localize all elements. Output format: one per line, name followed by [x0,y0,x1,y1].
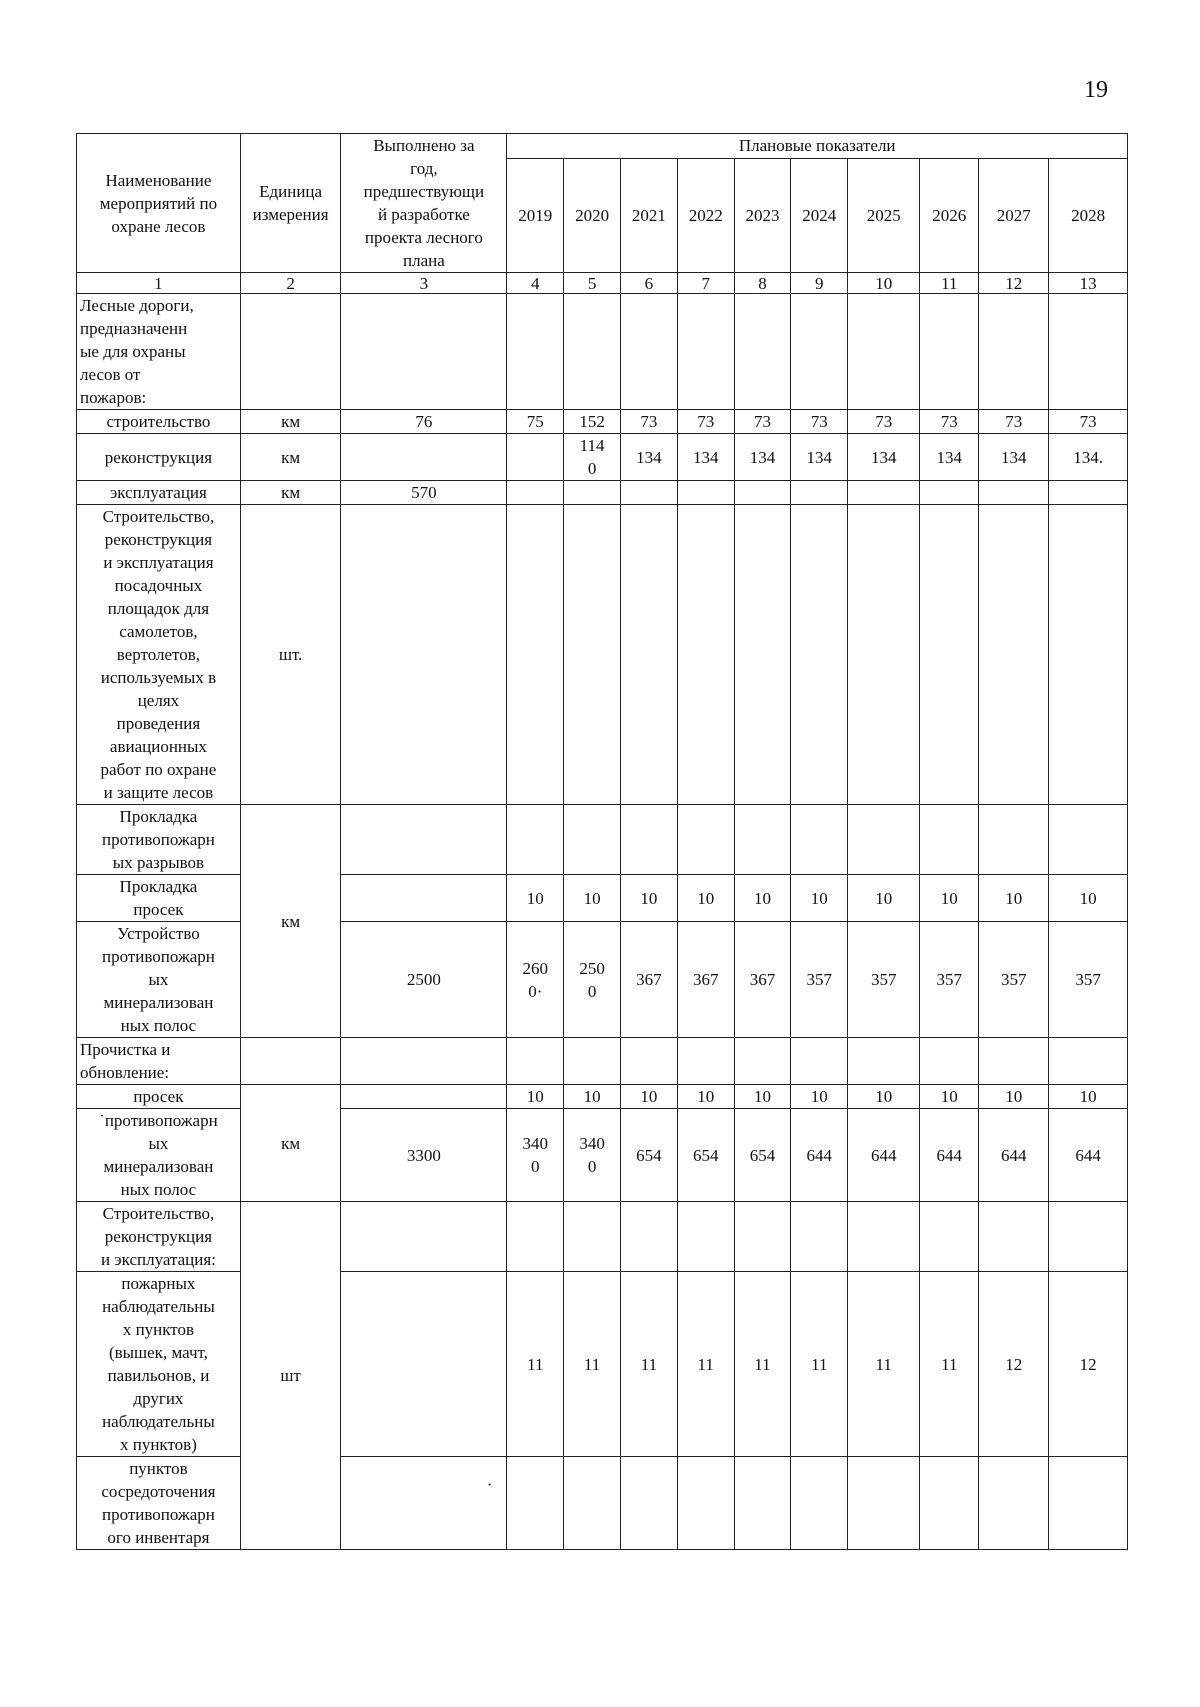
row-unit: км [240,805,341,1038]
header-year: 2024 [791,158,848,272]
value-cell [621,294,678,410]
value-cell [677,481,734,505]
value-cell: 644 [920,1109,979,1202]
row-done: 76 [341,410,507,434]
value-cell [677,294,734,410]
row-name [77,294,241,410]
value-cell [507,1038,564,1085]
value-text: 260 0· [522,958,549,1001]
value-cell: 11 [677,1272,734,1457]
header-year: 2019 [507,158,564,272]
value-text: 114 0 [579,436,605,478]
value-cell [979,1457,1049,1550]
value-cell: 10 [791,875,848,922]
column-number: 10 [848,273,920,294]
header-unit-text: Единица измерения [252,182,329,224]
value-cell [734,1457,791,1550]
page-number: 19 [1084,77,1108,103]
row-name-text: Устройство противопожарн ых минерализован ных полос [101,924,215,1035]
value-cell: 367 [734,922,791,1038]
row-name-text: Лесные дороги, предназначенн ые для охраны лесов от пожаров: [80,296,194,407]
row-name [77,875,241,922]
value-cell: 134 [920,434,979,481]
table-row [77,505,1128,805]
table-row [77,875,1128,922]
value-cell [791,505,848,805]
row-done: 570 [341,481,507,505]
value-cell: 10 [734,875,791,922]
row-name-text: ˙противопожарн ых минерализован ных полос [99,1111,218,1199]
value-cell [791,805,848,875]
value-cell [848,1202,920,1272]
value-cell: 73 [621,410,678,434]
row-name [77,481,241,505]
value-cell: 11 [920,1272,979,1457]
row-name-text: пожарных наблюдательны х пунктов (вышек, мачт, павильонов, и других наблюдательны х пунктов) [102,1274,215,1454]
row-name-text: Прокладка просек [119,877,198,919]
value-cell: 134 [677,434,734,481]
table-row [77,1272,1128,1457]
value-cell [734,481,791,505]
value-cell: 10 [1049,875,1128,922]
row-name-text: строительство [106,412,211,431]
value-cell [677,505,734,805]
row-done [341,1038,507,1085]
value-cell [507,805,564,875]
value-cell: 11 [848,1272,920,1457]
value-cell [677,805,734,875]
value-cell [791,1202,848,1272]
value-cell [979,505,1049,805]
value-cell [734,1202,791,1272]
value-cell [621,1457,678,1550]
table-row [77,481,1128,505]
column-number: 7 [677,273,734,294]
value-cell: 10 [734,1085,791,1109]
value-cell [791,1457,848,1550]
row-done [341,294,507,410]
value-cell: 357 [848,922,920,1038]
row-name-text: эксплуатация [110,483,207,502]
value-cell [848,505,920,805]
value-cell: 10 [1049,1085,1128,1109]
table-row [77,1457,1128,1550]
value-cell: 10 [677,1085,734,1109]
value-cell [920,505,979,805]
row-name [77,434,241,481]
row-unit [240,1038,341,1085]
row-name [77,1085,241,1109]
value-cell [1049,805,1128,875]
value-cell [507,434,564,481]
value-cell: 134 [621,434,678,481]
value-cell: 10 [677,875,734,922]
value-cell: 357 [1049,922,1128,1038]
value-cell [920,805,979,875]
value-cell [734,805,791,875]
row-unit: км [240,434,341,481]
value-cell [564,481,621,505]
value-cell [1049,481,1128,505]
value-cell [848,805,920,875]
row-unit: км [240,410,341,434]
value-cell [920,1457,979,1550]
row-name [77,1272,241,1457]
value-cell: 11 [507,1272,564,1457]
value-cell: 357 [920,922,979,1038]
column-number: 12 [979,273,1049,294]
value-cell: 134 [734,434,791,481]
header-done [341,134,507,273]
value-cell: 644 [791,1109,848,1202]
value-cell: 10 [848,1085,920,1109]
value-cell [979,1038,1049,1085]
value-cell [734,294,791,410]
table-row [77,434,1128,481]
value-cell: 75 [507,410,564,434]
column-number: 3 [341,273,507,294]
row-done: 3300 [341,1109,507,1202]
row-name [77,1457,241,1550]
value-cell [791,1038,848,1085]
value-cell [564,1038,621,1085]
value-cell [677,1457,734,1550]
value-cell [1049,1457,1128,1550]
header-year: 2025 [848,158,920,272]
column-number: 8 [734,273,791,294]
column-number: 1 [77,273,241,294]
value-cell [848,1038,920,1085]
row-done [341,505,507,805]
value-cell: 152 [564,410,621,434]
value-cell: 12 [979,1272,1049,1457]
row-name [77,805,241,875]
value-cell: 10 [564,875,621,922]
value-cell [979,294,1049,410]
value-cell [507,1109,564,1202]
table-row [77,1085,1128,1109]
row-unit: км [240,481,341,505]
header-year: 2026 [920,158,979,272]
value-cell [848,294,920,410]
row-name [77,410,241,434]
value-cell [848,481,920,505]
value-cell: 134. [1049,434,1128,481]
value-cell: 10 [920,875,979,922]
value-cell: 357 [791,922,848,1038]
value-cell [734,1038,791,1085]
value-cell: 134 [791,434,848,481]
value-cell [1049,505,1128,805]
value-cell [564,805,621,875]
value-cell: 644 [979,1109,1049,1202]
value-cell [564,1202,621,1272]
column-number: 9 [791,273,848,294]
value-cell: 134 [848,434,920,481]
value-cell [507,1457,564,1550]
value-cell: 11 [791,1272,848,1457]
value-cell [507,481,564,505]
table-row [77,805,1128,875]
row-done [341,1085,507,1109]
value-cell [920,294,979,410]
value-cell: 11 [564,1272,621,1457]
value-cell: 10 [791,1085,848,1109]
value-cell [564,505,621,805]
value-cell: 12 [1049,1272,1128,1457]
value-cell [621,481,678,505]
value-text: 340 0 [522,1134,549,1176]
value-cell: 654 [677,1109,734,1202]
value-cell [564,1109,621,1202]
value-cell [621,505,678,805]
value-cell: 10 [621,875,678,922]
value-cell: 73 [734,410,791,434]
header-year: 2022 [677,158,734,272]
header-year: 2028 [1049,158,1128,272]
row-name-text: просек [133,1087,184,1106]
row-done [341,1272,507,1457]
value-cell: 73 [1049,410,1128,434]
value-cell: 11 [621,1272,678,1457]
row-name-text: Строительство, реконструкция и эксплуатация посадочных площадок для самолетов, вертолетов, используемых в целях проведения авиационных работ по охране и защите лесов [100,507,217,802]
value-cell: 367 [621,922,678,1038]
row-name-text: Прокладка противопожарн ых разрывов [101,807,215,872]
value-cell [979,481,1049,505]
row-name [77,1109,241,1202]
value-cell: 73 [979,410,1049,434]
table-row [77,410,1128,434]
value-cell: 11 [734,1272,791,1457]
value-cell [507,1202,564,1272]
value-cell: 10 [564,1085,621,1109]
table-row [77,294,1128,410]
header-name [77,134,241,273]
row-unit: шт [240,1202,341,1550]
value-cell [791,481,848,505]
column-number: 6 [621,273,678,294]
value-cell [1049,1202,1128,1272]
value-cell [920,1038,979,1085]
value-cell [564,434,621,481]
table-row [77,1038,1128,1085]
row-unit: км [240,1085,341,1202]
value-cell: 654 [621,1109,678,1202]
row-done: 2500 [341,922,507,1038]
row-done: · [341,1457,507,1550]
header-plan: Плановые показатели [507,134,1128,159]
value-cell [621,1038,678,1085]
value-cell [564,294,621,410]
value-cell: 73 [791,410,848,434]
header-year: 2020 [564,158,621,272]
value-cell: 134 [979,434,1049,481]
table-row [77,1109,1128,1202]
header-name-text: Наименование мероприятий по охране лесов [99,170,218,236]
value-cell [677,1038,734,1085]
row-name-text: пунктов сосредоточения противопожарн ого инвентаря [101,1459,216,1547]
value-cell: 10 [979,875,1049,922]
value-cell [507,922,564,1038]
value-cell [564,1457,621,1550]
row-name [77,1038,241,1085]
value-cell: 10 [621,1085,678,1109]
row-name [77,505,241,805]
header-year: 2023 [734,158,791,272]
table-row [77,922,1128,1038]
value-cell [677,1202,734,1272]
value-cell: 10 [979,1085,1049,1109]
row-unit: шт. [240,505,341,805]
value-cell [734,505,791,805]
value-cell: 357 [979,922,1049,1038]
header-done-text: Выполнено за год, предшествующи й разработке проекта лесного плана [363,136,485,270]
value-cell [1049,294,1128,410]
row-done [341,434,507,481]
column-number: 13 [1049,273,1128,294]
value-cell: 73 [920,410,979,434]
value-cell: 10 [507,875,564,922]
row-name [77,1202,241,1272]
row-done [341,875,507,922]
row-name-text: Строительство, реконструкция и эксплуатация: [100,1204,216,1269]
value-cell: 10 [920,1085,979,1109]
row-name-text: Прочистка и обновление: [80,1040,171,1082]
row-unit [240,294,341,410]
value-text: 340 0 [579,1134,605,1176]
value-cell: 73 [677,410,734,434]
value-cell [920,481,979,505]
value-cell [979,805,1049,875]
column-number: 5 [564,273,621,294]
row-done [341,805,507,875]
value-cell [791,294,848,410]
row-name-text: реконструкция [104,447,213,467]
value-cell [621,805,678,875]
value-cell [848,1457,920,1550]
value-cell: 10 [507,1085,564,1109]
row-done [341,1202,507,1272]
value-cell [979,1202,1049,1272]
forest-protection-table [76,133,1128,1550]
column-number: 4 [507,273,564,294]
value-cell: 644 [1049,1109,1128,1202]
row-name [77,922,241,1038]
value-cell [564,922,621,1038]
value-cell [920,1202,979,1272]
column-number: 2 [240,273,341,294]
value-cell [507,505,564,805]
header-unit [240,134,341,273]
header-year: 2021 [621,158,678,272]
table-row [77,1202,1128,1272]
column-number: 11 [920,273,979,294]
value-cell: 654 [734,1109,791,1202]
value-cell: 644 [848,1109,920,1202]
value-cell [1049,1038,1128,1085]
header-year: 2027 [979,158,1049,272]
value-cell: 10 [848,875,920,922]
value-text: 250 0 [579,958,605,1001]
value-cell: 367 [677,922,734,1038]
value-cell [507,294,564,410]
value-cell: 73 [848,410,920,434]
value-cell [621,1202,678,1272]
